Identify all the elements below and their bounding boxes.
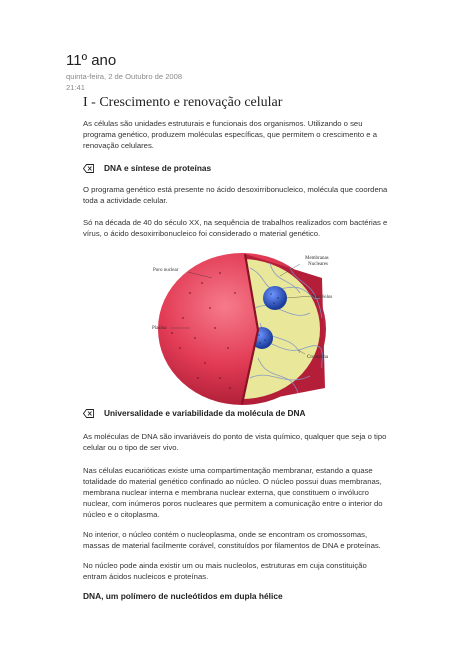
text-line: As moléculas de DNA são invariáveis do ponto de vista químico, qualquer que seja o tipo — [83, 432, 387, 441]
text-line: massas de material facilmente corável, constituídos por filamentos de DNA e proteínas. — [83, 541, 381, 550]
label-cromatina: Cromatina — [307, 355, 329, 360]
text-line: programa genético, produzem moléculas específicas, que permitem o crescimento e a — [83, 130, 377, 139]
clear-key-icon — [83, 164, 94, 173]
paragraph — [83, 431, 413, 453]
subheading-dna-polymer: DNA, um polímero de nucleótidos em dupla hélice — [83, 591, 283, 601]
text-line: membrana nuclear interna e membrana nuclear externa, que constituem o invólucro — [83, 488, 369, 497]
text-line: Nas células eucarióticas existe uma compartimentação membranar, estando a quase — [83, 466, 373, 475]
nucleolus — [263, 286, 287, 310]
text-line: O programa genético está presente no ácido desoxirribonucleico, molécula que coordena — [83, 185, 388, 194]
label-plasma: Plasma — [152, 326, 167, 331]
label-nucleares: Nucleares — [308, 262, 328, 267]
paragraph — [83, 184, 413, 206]
page-date: quinta-feira, 2 de Outubro de 2008 — [66, 72, 183, 81]
label-poro-nuclear: Poro nuclear — [153, 268, 179, 273]
text-line: núcleo e o citoplasma. — [83, 510, 160, 519]
label-nucleolos: Nucléolos — [312, 295, 333, 300]
nucleus-figure — [150, 248, 334, 408]
text-line: entram ácidos nucleicos e proteínas. — [83, 572, 209, 581]
paragraph — [83, 465, 413, 520]
text-line: No núcleo pode ainda existir um ou mais nucleolos, estruturas em cuja constituição — [83, 561, 367, 570]
text-line: No interior, o núcleo contém o nucleoplasma, onde se encontram os cromossomas, — [83, 530, 368, 539]
section-title: I - Crescimento e renovação celular — [83, 95, 283, 110]
subheading-dna-proteins — [83, 163, 211, 173]
text-line: toda a actividade celular. — [83, 196, 168, 205]
subheading-dna-universality — [83, 408, 306, 418]
text-line: celular ou o tipo de ser vivo. — [83, 443, 179, 452]
label-membranas: Membranas — [305, 256, 329, 261]
paragraph — [83, 529, 413, 551]
intro-paragraph — [83, 118, 413, 151]
text-line: vírus, o ácido desoxirribonucleico foi considerado o material genético. — [83, 229, 321, 238]
clear-key-icon — [83, 409, 94, 418]
text-line: totalidade do material genético confinado ao núcleo. O núcleo possui duas membranas, — [83, 477, 382, 486]
page-meta — [66, 72, 182, 93]
page-time: 21:41 — [66, 82, 86, 92]
page-title: 11º ano — [66, 52, 117, 69]
text-line: nuclear, com inúmeros poros nucleares que permitem a comunicação entre o interior do — [83, 499, 383, 508]
subheading-text: Universalidade e variabilidade da molécula de DNA — [104, 408, 306, 418]
text-line: Só na década de 40 do século XX, na sequência de trabalhos realizados com bactérias e — [83, 218, 388, 227]
paragraph — [83, 560, 413, 582]
text-line: renovação celulares. — [83, 141, 154, 150]
text-line: As células são unidades estruturais e funcionais dos organismos. Utilizando o seu — [83, 119, 363, 128]
subheading-text: DNA e síntese de proteínas — [104, 163, 212, 173]
paragraph — [83, 217, 413, 239]
